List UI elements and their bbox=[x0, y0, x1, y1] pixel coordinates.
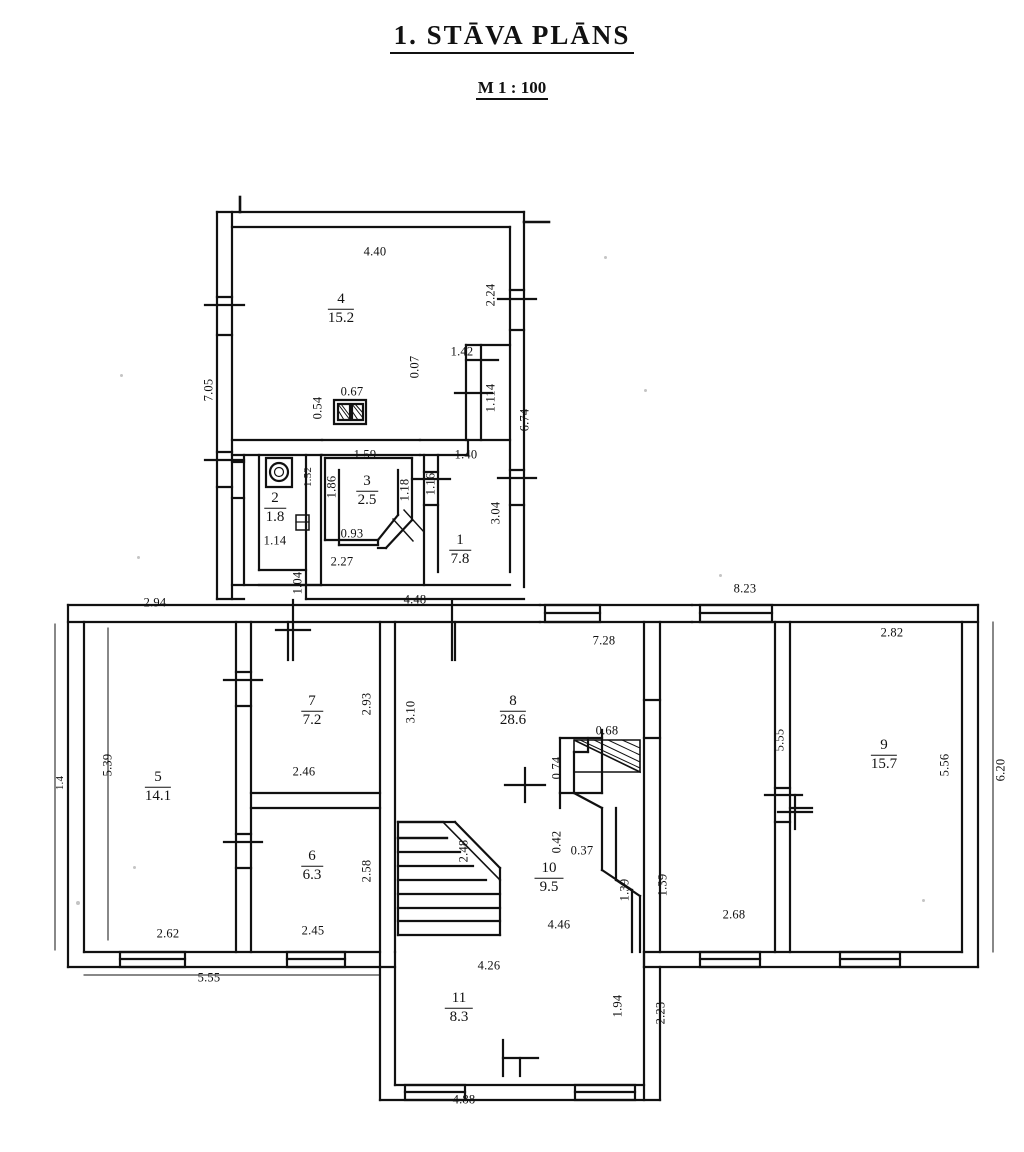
dimension-1-86: 1.86 bbox=[324, 475, 339, 499]
dimension-1-59: 1.59 bbox=[353, 447, 377, 462]
room-area: 14.1 bbox=[144, 787, 172, 804]
dimension-1-04: 1.04 bbox=[290, 571, 305, 595]
room-label-10 bbox=[535, 861, 564, 896]
dimension-0-37: 0.37 bbox=[570, 843, 594, 858]
dimension-0-54: 0.54 bbox=[310, 396, 325, 420]
room-label-5 bbox=[145, 770, 171, 805]
dimension-1-14: 1.14 bbox=[263, 533, 287, 548]
dimension-4-48: 4.48 bbox=[403, 592, 427, 607]
dimension-1-52: 1.52 bbox=[302, 466, 314, 488]
dimension-2-24: 2.24 bbox=[483, 283, 498, 307]
dimension-5-56: 5.56 bbox=[937, 753, 952, 777]
scan-speck bbox=[76, 901, 80, 905]
dimension-2-46: 2.46 bbox=[292, 764, 316, 779]
scan-speck bbox=[604, 256, 607, 259]
room-label-8 bbox=[500, 694, 526, 729]
page-title-text: 1. STĀVA PLĀNS bbox=[390, 20, 635, 54]
dimension-2-45: 2.45 bbox=[301, 923, 325, 938]
dimension-4-88: 4.88 bbox=[452, 1092, 476, 1107]
dimension-0-74: 0.74 bbox=[549, 756, 564, 780]
dimension-6-20: 6.20 bbox=[993, 758, 1008, 782]
dimension-4-40: 4.40 bbox=[363, 244, 387, 259]
room-label-9 bbox=[871, 738, 897, 773]
dimension-2-82: 2.82 bbox=[880, 625, 904, 640]
dimension-7-05: 7.05 bbox=[201, 378, 216, 402]
room-label-6 bbox=[301, 849, 323, 884]
dimension-7-28: 7.28 bbox=[592, 633, 616, 648]
dimension-5-39: 5.39 bbox=[100, 753, 115, 777]
room-area: 7.2 bbox=[302, 711, 322, 728]
dimension-8-23: 8.23 bbox=[733, 581, 757, 596]
dimension-1-18: 1.18 bbox=[397, 478, 412, 502]
room-area: 15.2 bbox=[327, 309, 355, 326]
room-area: 1.8 bbox=[265, 508, 285, 525]
dimension-2-23: 2.23 bbox=[653, 1001, 668, 1025]
dimension-1-114: 1.114 bbox=[483, 383, 498, 413]
dimension-1-40: 1.40 bbox=[454, 447, 478, 462]
dimension-2-48: 2.48 bbox=[456, 839, 471, 863]
dimension-2-94: 2.94 bbox=[143, 595, 167, 610]
dimension-0-42: 0.42 bbox=[549, 830, 564, 854]
scan-speck bbox=[133, 866, 136, 869]
dimension-3-04: 3.04 bbox=[488, 501, 503, 525]
scan-speck bbox=[137, 556, 140, 559]
room-label-4 bbox=[328, 292, 354, 327]
dimension-1-39-b: 1.39 bbox=[655, 873, 670, 897]
dimension-2-27: 2.27 bbox=[330, 554, 354, 569]
room-number: 1 bbox=[449, 533, 471, 551]
dimension-4-46: 4.46 bbox=[547, 917, 571, 932]
dimension-2-58: 2.58 bbox=[359, 859, 374, 883]
room-number: 4 bbox=[328, 292, 354, 310]
room-number: 2 bbox=[264, 491, 286, 509]
scale-label-text: M 1 : 100 bbox=[476, 78, 548, 100]
dimension-1-4: 1.4 bbox=[54, 775, 66, 791]
room-label-11 bbox=[445, 991, 473, 1026]
dimension-6-74: 6.74 bbox=[517, 408, 532, 432]
scan-speck bbox=[922, 899, 925, 902]
room-number: 3 bbox=[356, 474, 378, 492]
dimension-0-93: 0.93 bbox=[340, 526, 364, 541]
room-area: 6.3 bbox=[302, 866, 322, 883]
room-number: 11 bbox=[445, 991, 473, 1009]
scan-speck bbox=[719, 574, 722, 577]
dimension-1-16: 1.16 bbox=[423, 472, 438, 496]
room-label-1 bbox=[449, 533, 471, 568]
room-label-3 bbox=[356, 474, 378, 509]
dimension-1-42: 1.42 bbox=[450, 344, 474, 359]
room-area: 8.3 bbox=[449, 1008, 469, 1025]
dimension-4-26: 4.26 bbox=[477, 958, 501, 973]
dimension-0-07: 0.07 bbox=[407, 355, 422, 379]
dimension-2-62: 2.62 bbox=[156, 926, 180, 941]
dimension-5-55: 5.55 bbox=[772, 728, 787, 752]
room-number: 10 bbox=[535, 861, 564, 879]
room-number: 8 bbox=[500, 694, 526, 712]
room-area: 2.5 bbox=[357, 491, 377, 508]
room-area: 28.6 bbox=[499, 711, 527, 728]
dimension-2-68: 2.68 bbox=[722, 907, 746, 922]
scan-speck bbox=[120, 374, 123, 377]
room-area: 7.8 bbox=[450, 550, 470, 567]
room-label-2 bbox=[264, 491, 286, 526]
room-number: 7 bbox=[301, 694, 323, 712]
room-label-7 bbox=[301, 694, 323, 729]
room-area: 15.7 bbox=[870, 755, 898, 772]
scan-speck bbox=[644, 389, 647, 392]
dimension-2-93: 2.93 bbox=[359, 692, 374, 716]
room-number: 5 bbox=[145, 770, 171, 788]
dimension-5-55-bottom: 5.55 bbox=[197, 970, 221, 985]
dimension-3-10: 3.10 bbox=[403, 700, 418, 724]
room-area: 9.5 bbox=[539, 878, 559, 895]
room-number: 9 bbox=[871, 738, 897, 756]
dimension-1-39-a: 1.39 bbox=[617, 878, 632, 902]
dimension-0-68: 0.68 bbox=[595, 723, 619, 738]
dimension-1-94: 1.94 bbox=[610, 994, 625, 1018]
dimension-0-67: 0.67 bbox=[340, 384, 364, 399]
room-number: 6 bbox=[301, 849, 323, 867]
